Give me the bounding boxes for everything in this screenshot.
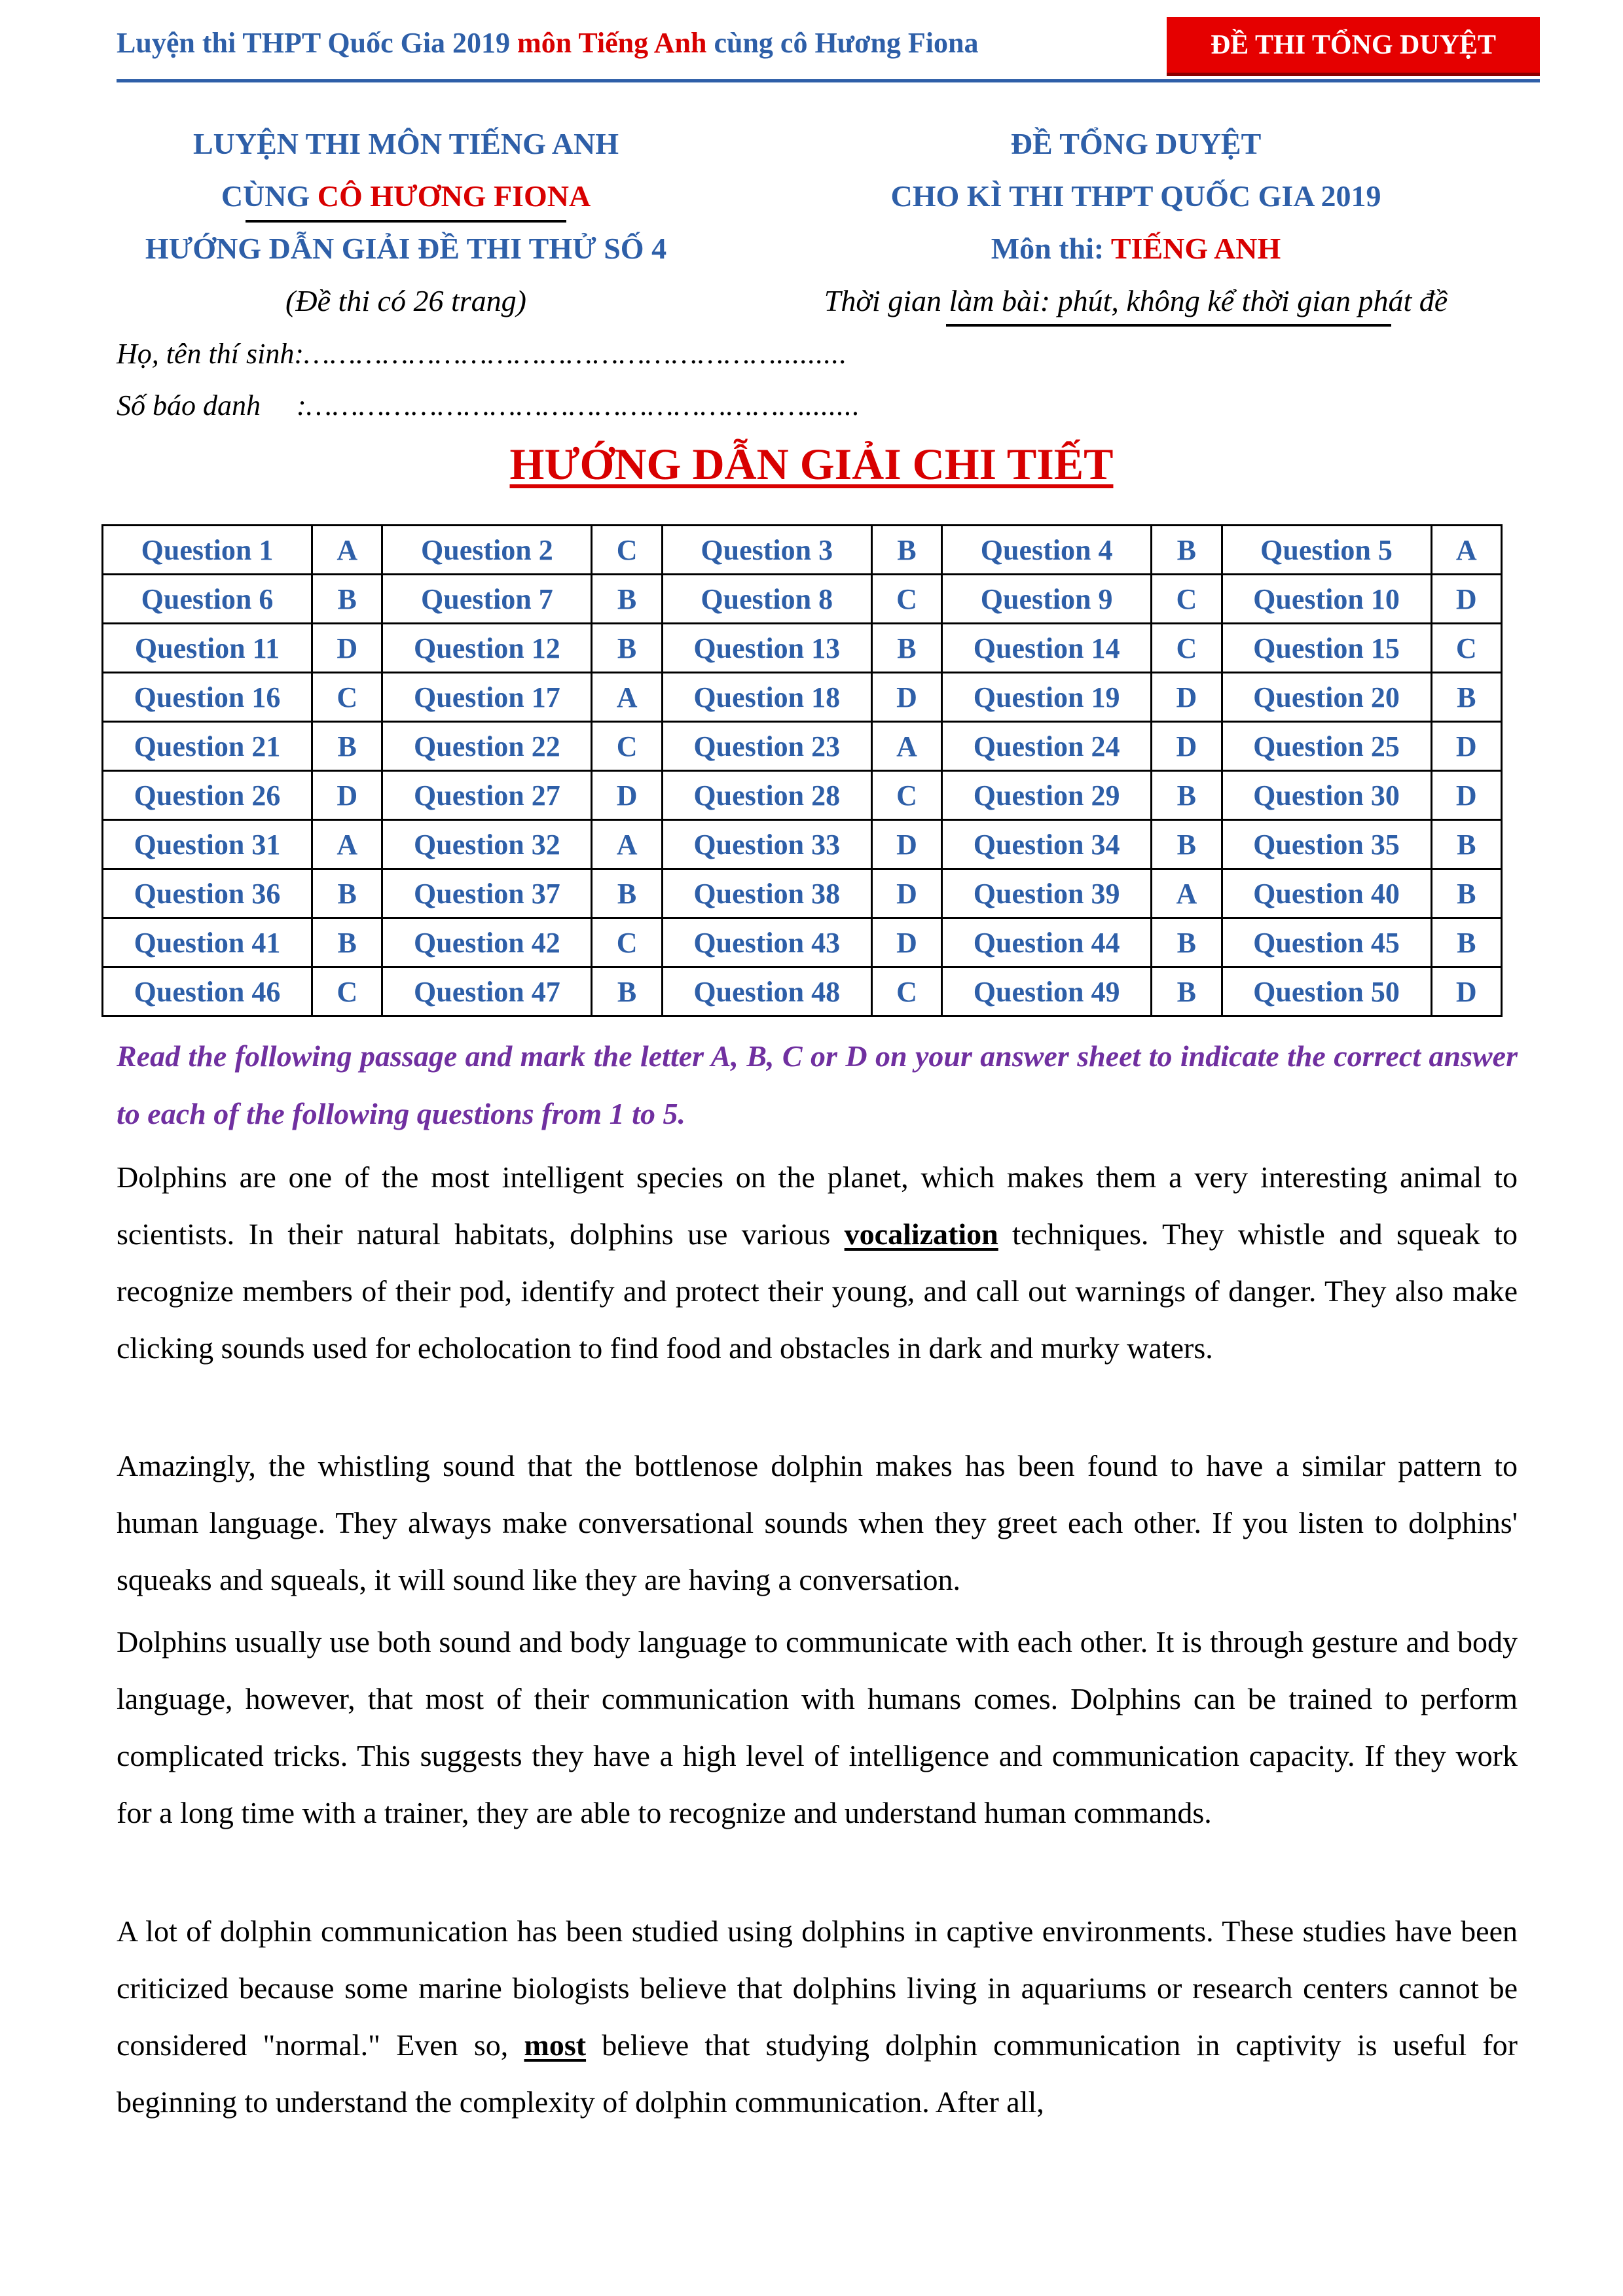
- p4-text-before: A lot of dolphin communication has been studied using dolphins in captive environments. These studies have been criticized because some marine biologists believe that dolphins living in aquariums or research centers cannot be considered "normal." Even so,: [117, 1914, 1518, 2062]
- answer-row: [103, 575, 1502, 624]
- answer-letter-cell: B: [1152, 526, 1222, 575]
- header-title: [117, 26, 979, 60]
- answer-row: [103, 869, 1502, 918]
- answer-letter-cell: D: [1431, 771, 1501, 820]
- teacher-name: CÔ HƯƠNG FIONA: [317, 179, 591, 213]
- answer-letter-cell: A: [871, 722, 941, 771]
- p4-text-after: believe that studying dolphin communication in captivity is useful for beginning to understand the complexity of dolphin communication. After all,: [117, 2028, 1518, 2119]
- question-number-cell: Question 16: [103, 673, 312, 722]
- answer-letter-cell: D: [871, 820, 941, 869]
- question-number-cell: Question 44: [942, 918, 1152, 967]
- page-count-note: (Đề thi có 26 trang): [285, 284, 526, 317]
- question-number-cell: Question 35: [1222, 820, 1431, 869]
- question-number-cell: Question 39: [942, 869, 1152, 918]
- question-number-cell: Question 30: [1222, 771, 1431, 820]
- answer-letter-cell: C: [312, 967, 382, 1016]
- question-number-cell: Question 14: [942, 624, 1152, 673]
- left-line-2: [85, 170, 727, 223]
- question-number-cell: Question 15: [1222, 624, 1431, 673]
- right-line-1: ĐỀ TỔNG DUYỆT: [1010, 127, 1262, 160]
- answer-letter-cell: B: [1431, 869, 1501, 918]
- left-line-2-prefix: CÙNG: [221, 179, 318, 213]
- answer-row: [103, 967, 1502, 1016]
- question-number-cell: Question 33: [662, 820, 871, 869]
- question-number-cell: Question 21: [103, 722, 312, 771]
- question-number-cell: Question 9: [942, 575, 1152, 624]
- answer-letter-cell: B: [1152, 820, 1222, 869]
- question-number-cell: Question 10: [1222, 575, 1431, 624]
- right-info-block: [779, 118, 1493, 327]
- answer-row: [103, 526, 1502, 575]
- question-number-cell: Question 12: [382, 624, 592, 673]
- question-number-cell: Question 24: [942, 722, 1152, 771]
- answer-letter-cell: A: [312, 526, 382, 575]
- answer-letter-cell: B: [871, 624, 941, 673]
- question-number-cell: Question 1: [103, 526, 312, 575]
- answer-letter-cell: B: [592, 869, 662, 918]
- p1-text-before: Dolphins are one of the most intelligent species on the planet, which makes them a very interesting animal to scientists. In their natural habitats, dolphins use various: [117, 1160, 1518, 1251]
- answer-letter-cell: C: [871, 575, 941, 624]
- right-line-2: CHO KÌ THI THPT QUỐC GIA 2019: [890, 179, 1381, 213]
- answer-letter-cell: C: [871, 771, 941, 820]
- answer-key-table: [101, 524, 1503, 1017]
- question-number-cell: Question 45: [1222, 918, 1431, 967]
- answer-letter-cell: D: [1431, 967, 1501, 1016]
- answer-letter-cell: D: [871, 673, 941, 722]
- answer-letter-cell: C: [871, 967, 941, 1016]
- answer-row: [103, 771, 1502, 820]
- question-number-cell: Question 13: [662, 624, 871, 673]
- question-number-cell: Question 3: [662, 526, 871, 575]
- candidate-name-field: [117, 337, 847, 370]
- exam-type-badge: ĐỀ THI TỔNG DUYỆT: [1167, 17, 1540, 76]
- question-number-cell: Question 41: [103, 918, 312, 967]
- answer-letter-cell: A: [592, 673, 662, 722]
- answer-letter-cell: C: [1152, 624, 1222, 673]
- answer-letter-cell: B: [1152, 918, 1222, 967]
- answer-letter-cell: B: [592, 624, 662, 673]
- question-number-cell: Question 48: [662, 967, 871, 1016]
- question-number-cell: Question 7: [382, 575, 592, 624]
- answer-letter-cell: C: [592, 918, 662, 967]
- answer-letter-cell: C: [1431, 624, 1501, 673]
- question-number-cell: Question 26: [103, 771, 312, 820]
- candidate-name-dots: ……………………………………………….........: [303, 338, 848, 370]
- candidate-name-label: Họ, tên thí sinh:: [117, 338, 304, 370]
- passage-paragraph-2: Amazingly, the whistling sound that the bottlenose dolphin makes has been found to have a similar pattern to human language. They always make conversational sounds when they greet each other. If you listen to dolphins' squeaks and squeals, it will sound like they are having a conversation.: [117, 1449, 1518, 1596]
- question-number-cell: Question 22: [382, 722, 592, 771]
- answer-letter-cell: B: [312, 918, 382, 967]
- question-number-cell: Question 34: [942, 820, 1152, 869]
- question-number-cell: Question 38: [662, 869, 871, 918]
- left-line-3: HƯỚNG DẪN GIẢI ĐỀ THI THỬ SỐ 4: [145, 232, 667, 265]
- answer-letter-cell: A: [592, 820, 662, 869]
- answer-letter-cell: C: [592, 526, 662, 575]
- answer-row: [103, 673, 1502, 722]
- answer-letter-cell: A: [312, 820, 382, 869]
- question-number-cell: Question 49: [942, 967, 1152, 1016]
- question-number-cell: Question 2: [382, 526, 592, 575]
- candidate-id-field: [117, 389, 860, 422]
- question-number-cell: Question 47: [382, 967, 592, 1016]
- subject-label: Môn thi:: [991, 232, 1111, 265]
- answer-letter-cell: B: [312, 869, 382, 918]
- answer-letter-cell: A: [1152, 869, 1222, 918]
- question-number-cell: Question 36: [103, 869, 312, 918]
- answer-letter-cell: B: [1431, 918, 1501, 967]
- candidate-id-dots: ………………………………………………….......: [306, 389, 860, 422]
- header-divider: [117, 79, 1540, 82]
- question-number-cell: Question 4: [942, 526, 1152, 575]
- answer-letter-cell: D: [592, 771, 662, 820]
- answer-letter-cell: D: [871, 869, 941, 918]
- answer-letter-cell: D: [871, 918, 941, 967]
- left-block-rule: [246, 220, 566, 223]
- question-number-cell: Question 42: [382, 918, 592, 967]
- answer-letter-cell: D: [1152, 722, 1222, 771]
- answer-letter-cell: D: [312, 771, 382, 820]
- question-number-cell: Question 6: [103, 575, 312, 624]
- answer-row: [103, 722, 1502, 771]
- question-number-cell: Question 43: [662, 918, 871, 967]
- answer-key-body: [103, 526, 1502, 1016]
- passage-paragraph-3: Dolphins usually use both sound and body language to communicate with each other. It is through gesture and body language, however, that most of their communication with humans comes. Dolphins can be trained to perform complicated tricks. This suggests they have a high level of intelligence and communication capacity. If they work for a long time with a trainer, they are able to recognize and understand human commands.: [117, 1625, 1518, 1829]
- answer-letter-cell: C: [312, 673, 382, 722]
- answer-letter-cell: C: [592, 722, 662, 771]
- answer-letter-cell: B: [1431, 820, 1501, 869]
- question-number-cell: Question 46: [103, 967, 312, 1016]
- question-number-cell: Question 31: [103, 820, 312, 869]
- answer-letter-cell: B: [592, 575, 662, 624]
- answer-letter-cell: C: [1152, 575, 1222, 624]
- answer-letter-cell: D: [312, 624, 382, 673]
- answer-letter-cell: B: [592, 967, 662, 1016]
- answer-letter-cell: D: [1431, 575, 1501, 624]
- question-number-cell: Question 37: [382, 869, 592, 918]
- answer-row: [103, 624, 1502, 673]
- right-block-rule: [946, 324, 1391, 327]
- answer-letter-cell: B: [312, 722, 382, 771]
- question-number-cell: Question 20: [1222, 673, 1431, 722]
- question-number-cell: Question 18: [662, 673, 871, 722]
- question-number-cell: Question 5: [1222, 526, 1431, 575]
- question-number-cell: Question 17: [382, 673, 592, 722]
- left-info-block: [85, 118, 727, 327]
- header-title-part1: Luyện thi THPT Quốc Gia 2019: [117, 27, 518, 59]
- question-number-cell: Question 40: [1222, 869, 1431, 918]
- exam-time-note: Thời gian làm bài: phút, không kể thời gian phát đề: [824, 284, 1448, 317]
- answer-row: [103, 820, 1502, 869]
- answer-letter-cell: D: [1152, 673, 1222, 722]
- passage-paragraph-1: [117, 1149, 1518, 1376]
- question-number-cell: Question 19: [942, 673, 1152, 722]
- header-title-subject: môn Tiếng Anh: [517, 27, 707, 59]
- reading-instruction: Read the following passage and mark the letter A, B, C or D on your answer sheet to indicate the correct answer to each of the following questions from 1 to 5.: [117, 1039, 1518, 1130]
- answer-letter-cell: B: [1152, 967, 1222, 1016]
- question-number-cell: Question 11: [103, 624, 312, 673]
- answer-letter-cell: D: [1431, 722, 1501, 771]
- answer-letter-cell: B: [1152, 771, 1222, 820]
- question-number-cell: Question 32: [382, 820, 592, 869]
- passage-paragraph-4: [117, 1903, 1518, 2130]
- question-number-cell: Question 8: [662, 575, 871, 624]
- answer-letter-cell: B: [1431, 673, 1501, 722]
- p1-text-after: techniques. They whistle and squeak to recognize members of their pod, identify and protect their young, and call out warnings of danger. They also make clicking sounds used for echolocation to find food and obstacles in dark and murky waters.: [117, 1217, 1518, 1365]
- question-number-cell: Question 27: [382, 771, 592, 820]
- answer-letter-cell: A: [1431, 526, 1501, 575]
- keyword-vocalization: vocalization: [844, 1217, 998, 1251]
- question-number-cell: Question 50: [1222, 967, 1431, 1016]
- answer-letter-cell: B: [312, 575, 382, 624]
- answer-row: [103, 918, 1502, 967]
- right-line-3: [779, 223, 1493, 275]
- candidate-id-label: Số báo danh :: [117, 389, 306, 422]
- question-number-cell: Question 28: [662, 771, 871, 820]
- keyword-most: most: [524, 2028, 587, 2062]
- question-number-cell: Question 23: [662, 722, 871, 771]
- question-number-cell: Question 25: [1222, 722, 1431, 771]
- answer-letter-cell: B: [871, 526, 941, 575]
- main-title: HƯỚNG DẪN GIẢI CHI TIẾT: [509, 439, 1114, 489]
- header-title-part3: cùng cô Hương Fiona: [706, 27, 979, 59]
- left-line-1: LUYỆN THI MÔN TIẾNG ANH: [192, 127, 619, 160]
- subject-name: TIẾNG ANH: [1110, 232, 1281, 265]
- question-number-cell: Question 29: [942, 771, 1152, 820]
